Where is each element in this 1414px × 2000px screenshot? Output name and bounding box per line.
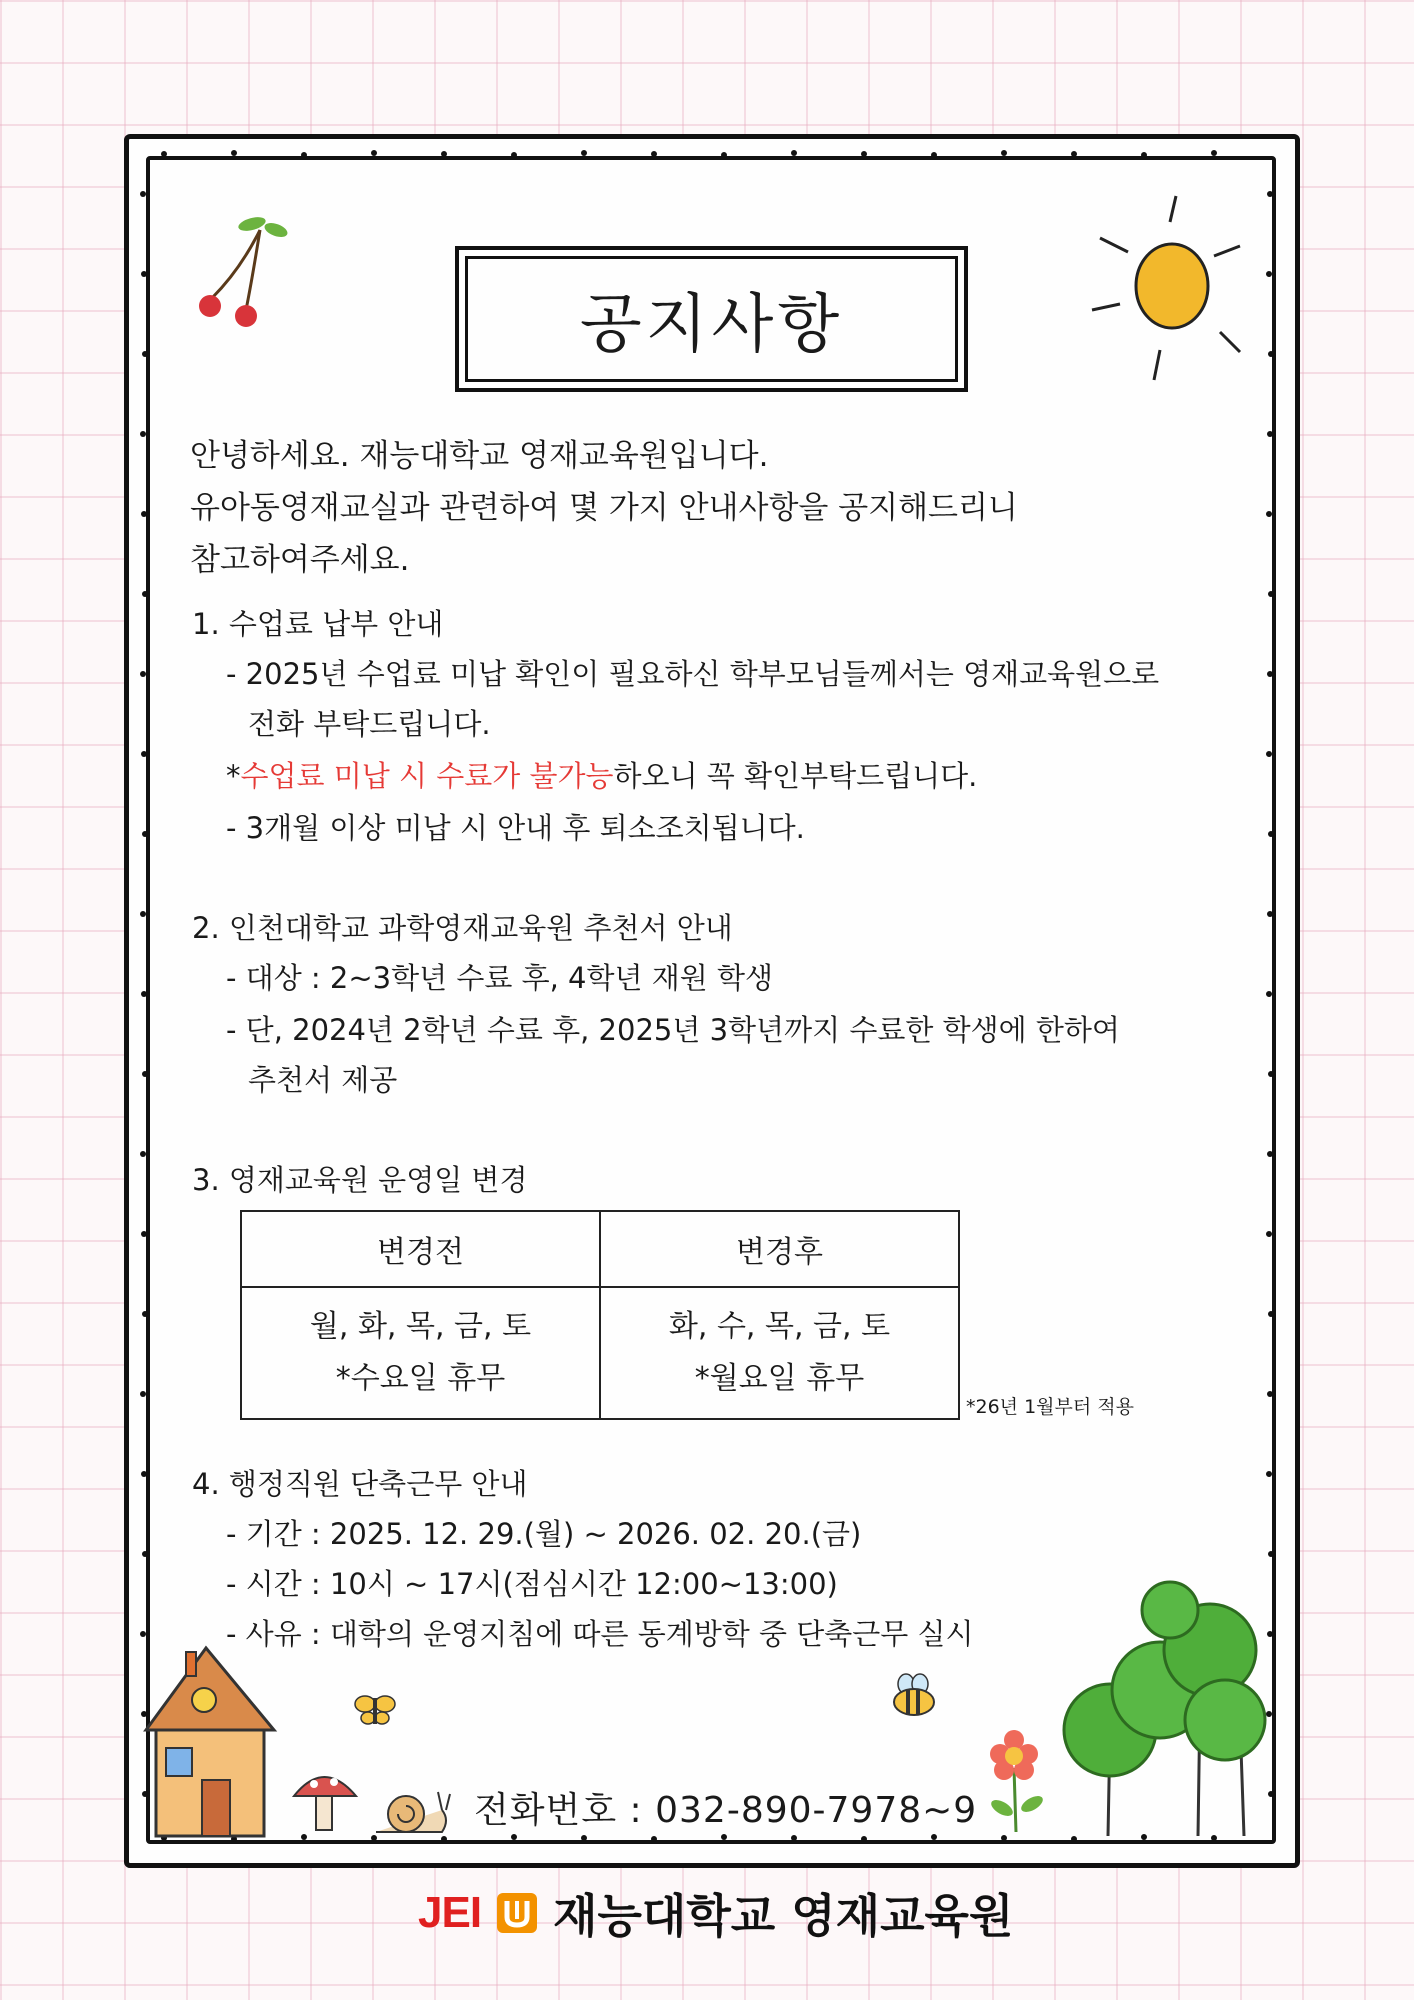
table-note: *26년 1월부터 적용 [966,1396,1134,1418]
intro-paragraph [190,430,1018,586]
section2-item1: - 대상 : 2~3학년 수료 후, 4학년 재원 학생 [226,961,774,995]
section2-item2-cont: 추천서 제공 [248,1063,398,1097]
intro-line: 안녕하세요. 재능대학교 영재교육원입니다. [190,438,769,474]
section1-item1: - 2025년 수업료 미납 확인이 필요하신 학부모님들께서는 영재교육원으로 [226,657,1160,691]
bee-icon [884,1672,944,1720]
intro-line: 참고하여주세요. [190,542,410,578]
title-box [455,246,968,392]
mushroom-icon [290,1764,360,1834]
section4-reason: - 사유 : 대학의 운영지침에 따른 동계방학 중 단축근무 실시 [226,1617,974,1651]
after-days: 화, 수, 목, 금, 토 [668,1309,891,1344]
sun-icon [1090,190,1250,390]
flower-icon [982,1724,1052,1834]
university-name: 재능대학교 영재교육원 [553,1889,1014,1943]
section1-heading: 1. 수업료 납부 안내 [192,607,444,641]
section4-period: - 기간 : 2025. 12. 29.(월) ~ 2026. 02. 20.(금) [226,1517,862,1551]
section2-item2: - 단, 2024년 2학년 수료 후, 2025년 3학년까지 수료한 학생에 한하여 [226,1013,1120,1047]
section4-heading: 4. 행정직원 단축근무 안내 [192,1467,528,1501]
house-icon [140,1640,280,1840]
warning-red-text: 수업료 미납 시 수료가 불가능 [240,759,614,793]
before-days: 월, 화, 목, 금, 토 [309,1309,532,1344]
section4-time: - 시간 : 10시 ~ 17시(점심시간 12:00~13:00) [226,1567,838,1601]
warning-suffix: 하오니 꼭 확인부탁드립니다. [613,759,978,793]
footer-logo [418,1880,1013,1946]
phone-number: 전화번호 : 032-890-7978~9 [474,1790,978,1831]
jei-logo-text: JEI [418,1888,482,1937]
table-cell-after [600,1287,959,1419]
snail-icon [372,1780,452,1840]
warning-asterisk: * [226,759,241,793]
tree-icon [1050,1580,1270,1840]
section1-item2: - 3개월 이상 미납 시 안내 후 퇴소조치됩니다. [226,811,805,845]
intro-line: 유아동영재교실과 관련하여 몇 가지 안내사항을 공지해드리니 [190,490,1018,526]
section2-heading: 2. 인천대학교 과학영재교육원 추천서 안내 [192,911,733,945]
schedule-table [240,1210,960,1420]
cherry-icon [190,210,290,340]
table-cell-before [241,1287,600,1419]
after-holiday: *월요일 휴무 [694,1361,865,1396]
page-title: 공지사항 [579,288,844,362]
section1-item1-cont: 전화 부탁드립니다. [248,707,491,741]
table-header-after: 변경후 [600,1211,959,1287]
section1-warning [226,754,977,795]
before-holiday: *수요일 휴무 [335,1361,506,1396]
table-header-before: 변경전 [241,1211,600,1287]
section3-heading: 3. 영재교육원 운영일 변경 [192,1163,528,1197]
university-emblem-icon [495,1891,539,1935]
butterfly-icon [352,1690,398,1730]
